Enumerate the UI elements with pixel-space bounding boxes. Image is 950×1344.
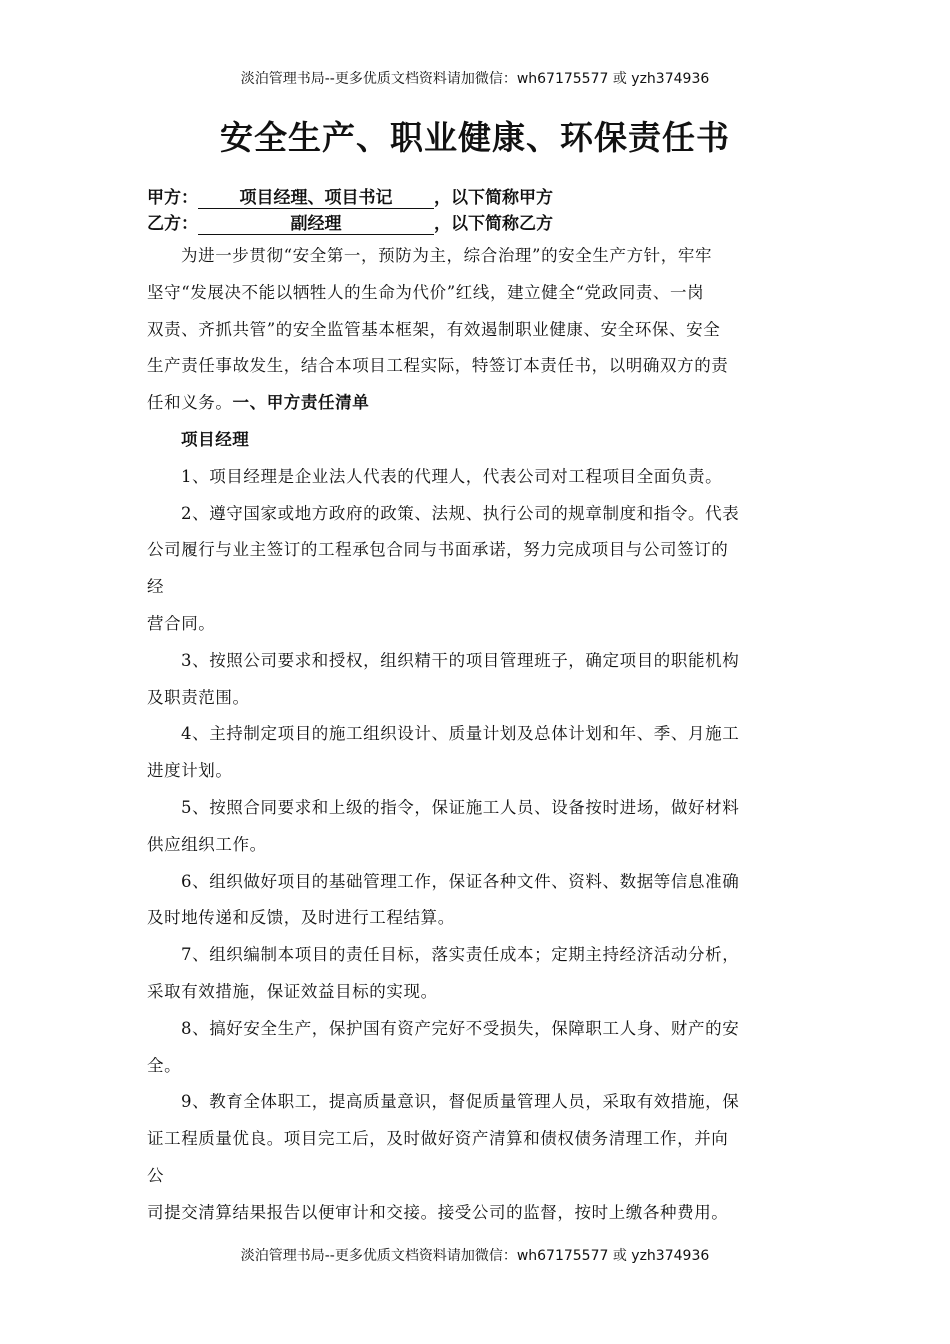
list-item-line: 采取有效措施，保证效益目标的实现。: [147, 981, 438, 1001]
party-b-suffix: ，以下简称乙方: [434, 214, 553, 234]
list-item-line: 6、组织做好项目的基础管理工作，保证各种文件、资料、数据等信息准确: [181, 871, 740, 891]
intro-line: 为进一步贯彻“安全第一，预防为主，综合治理”的安全生产方针，牢牢: [181, 246, 713, 265]
list-item-line: 1、项目经理是企业法人代表的代理人，代表公司对工程项目全面负责。: [181, 466, 723, 486]
list-item-line: 2、遵守国家或地方政府的政策、法规、执行公司的规章制度和指令。代表: [181, 503, 740, 523]
party-a-suffix: ，以下简称甲方: [434, 188, 553, 208]
party-b-line: [147, 209, 553, 235]
page-footer: 淡泊管理书局--更多优质文档资料请加微信：wh67175577 或 yzh374936: [240, 1248, 710, 1264]
list-item-line: 8、搞好安全生产，保护国有资产完好不受损失，保障职工人身、财产的安: [181, 1018, 740, 1038]
list-item-line: 全。: [147, 1055, 182, 1075]
party-b-value: 副经理: [198, 214, 434, 235]
document-title: 安全生产、职业健康、环保责任书: [220, 118, 730, 157]
list-item-line: 3、按照公司要求和授权，组织精干的项目管理班子，确定项目的职能机构: [181, 650, 740, 670]
list-item-line: 及职责范围。: [147, 687, 250, 707]
list-item-line: 9、教育全体职工，提高质量意识，督促质量管理人员，采取有效措施，保: [181, 1092, 740, 1112]
document-body: [147, 238, 805, 1232]
list-item-line: 5、按照合同要求和上级的指令，保证施工人员、设备按时进场，做好材料: [181, 797, 740, 817]
list-item-line: 经: [147, 577, 165, 597]
list-item-line: 公司履行与业主签订的工程承包合同与书面承诺，努力完成项目与公司签订的: [147, 540, 729, 560]
list-item-line: 证工程质量优良。项目完工后，及时做好资产清算和债权债务清理工作，并向: [147, 1129, 729, 1149]
page-header: 淡泊管理书局--更多优质文档资料请加微信：wh67175577 或 yzh374936: [240, 71, 710, 87]
intro-line: 坚守“发展决不能以牺牲人的生命为代价”红线，建立健全“党政同责、一岗: [147, 282, 705, 302]
intro-line: 生产责任事故发生，结合本项目工程实际，特签订本责任书，以明确双方的责: [147, 356, 729, 376]
list-item-line: 进度计划。: [147, 761, 233, 781]
intro-tail: 任和义务。: [147, 393, 233, 413]
party-b-label: 乙方：: [147, 214, 198, 234]
intro-line: 双责、齐抓共管”的安全监管基本框架，有效遏制职业健康、安全环保、安全: [147, 319, 721, 339]
list-item-line: 供应组织工作。: [147, 834, 267, 854]
list-item-line: 公: [147, 1165, 165, 1185]
party-a-value: 项目经理、项目书记: [198, 188, 434, 209]
party-a-line: [147, 183, 553, 209]
list-item-line: 7、组织编制本项目的责任目标，落实责任成本；定期主持经济活动分析，: [181, 945, 740, 965]
section-heading: 一、甲方责任清单: [232, 393, 370, 413]
list-item-line: 及时地传递和反馈，及时进行工程结算。: [147, 908, 455, 928]
subheading: 项目经理: [181, 429, 250, 449]
list-item-line: 司提交清算结果报告以便审计和交接。接受公司的监督，按时上缴各种费用。: [147, 1202, 729, 1222]
intro-last-line: [147, 385, 805, 422]
party-a-label: 甲方：: [147, 188, 198, 208]
list-item-line: 4、主持制定项目的施工组织设计、质量计划及总体计划和年、季、月施工: [181, 724, 740, 744]
list-item-line: 营合同。: [147, 613, 216, 633]
